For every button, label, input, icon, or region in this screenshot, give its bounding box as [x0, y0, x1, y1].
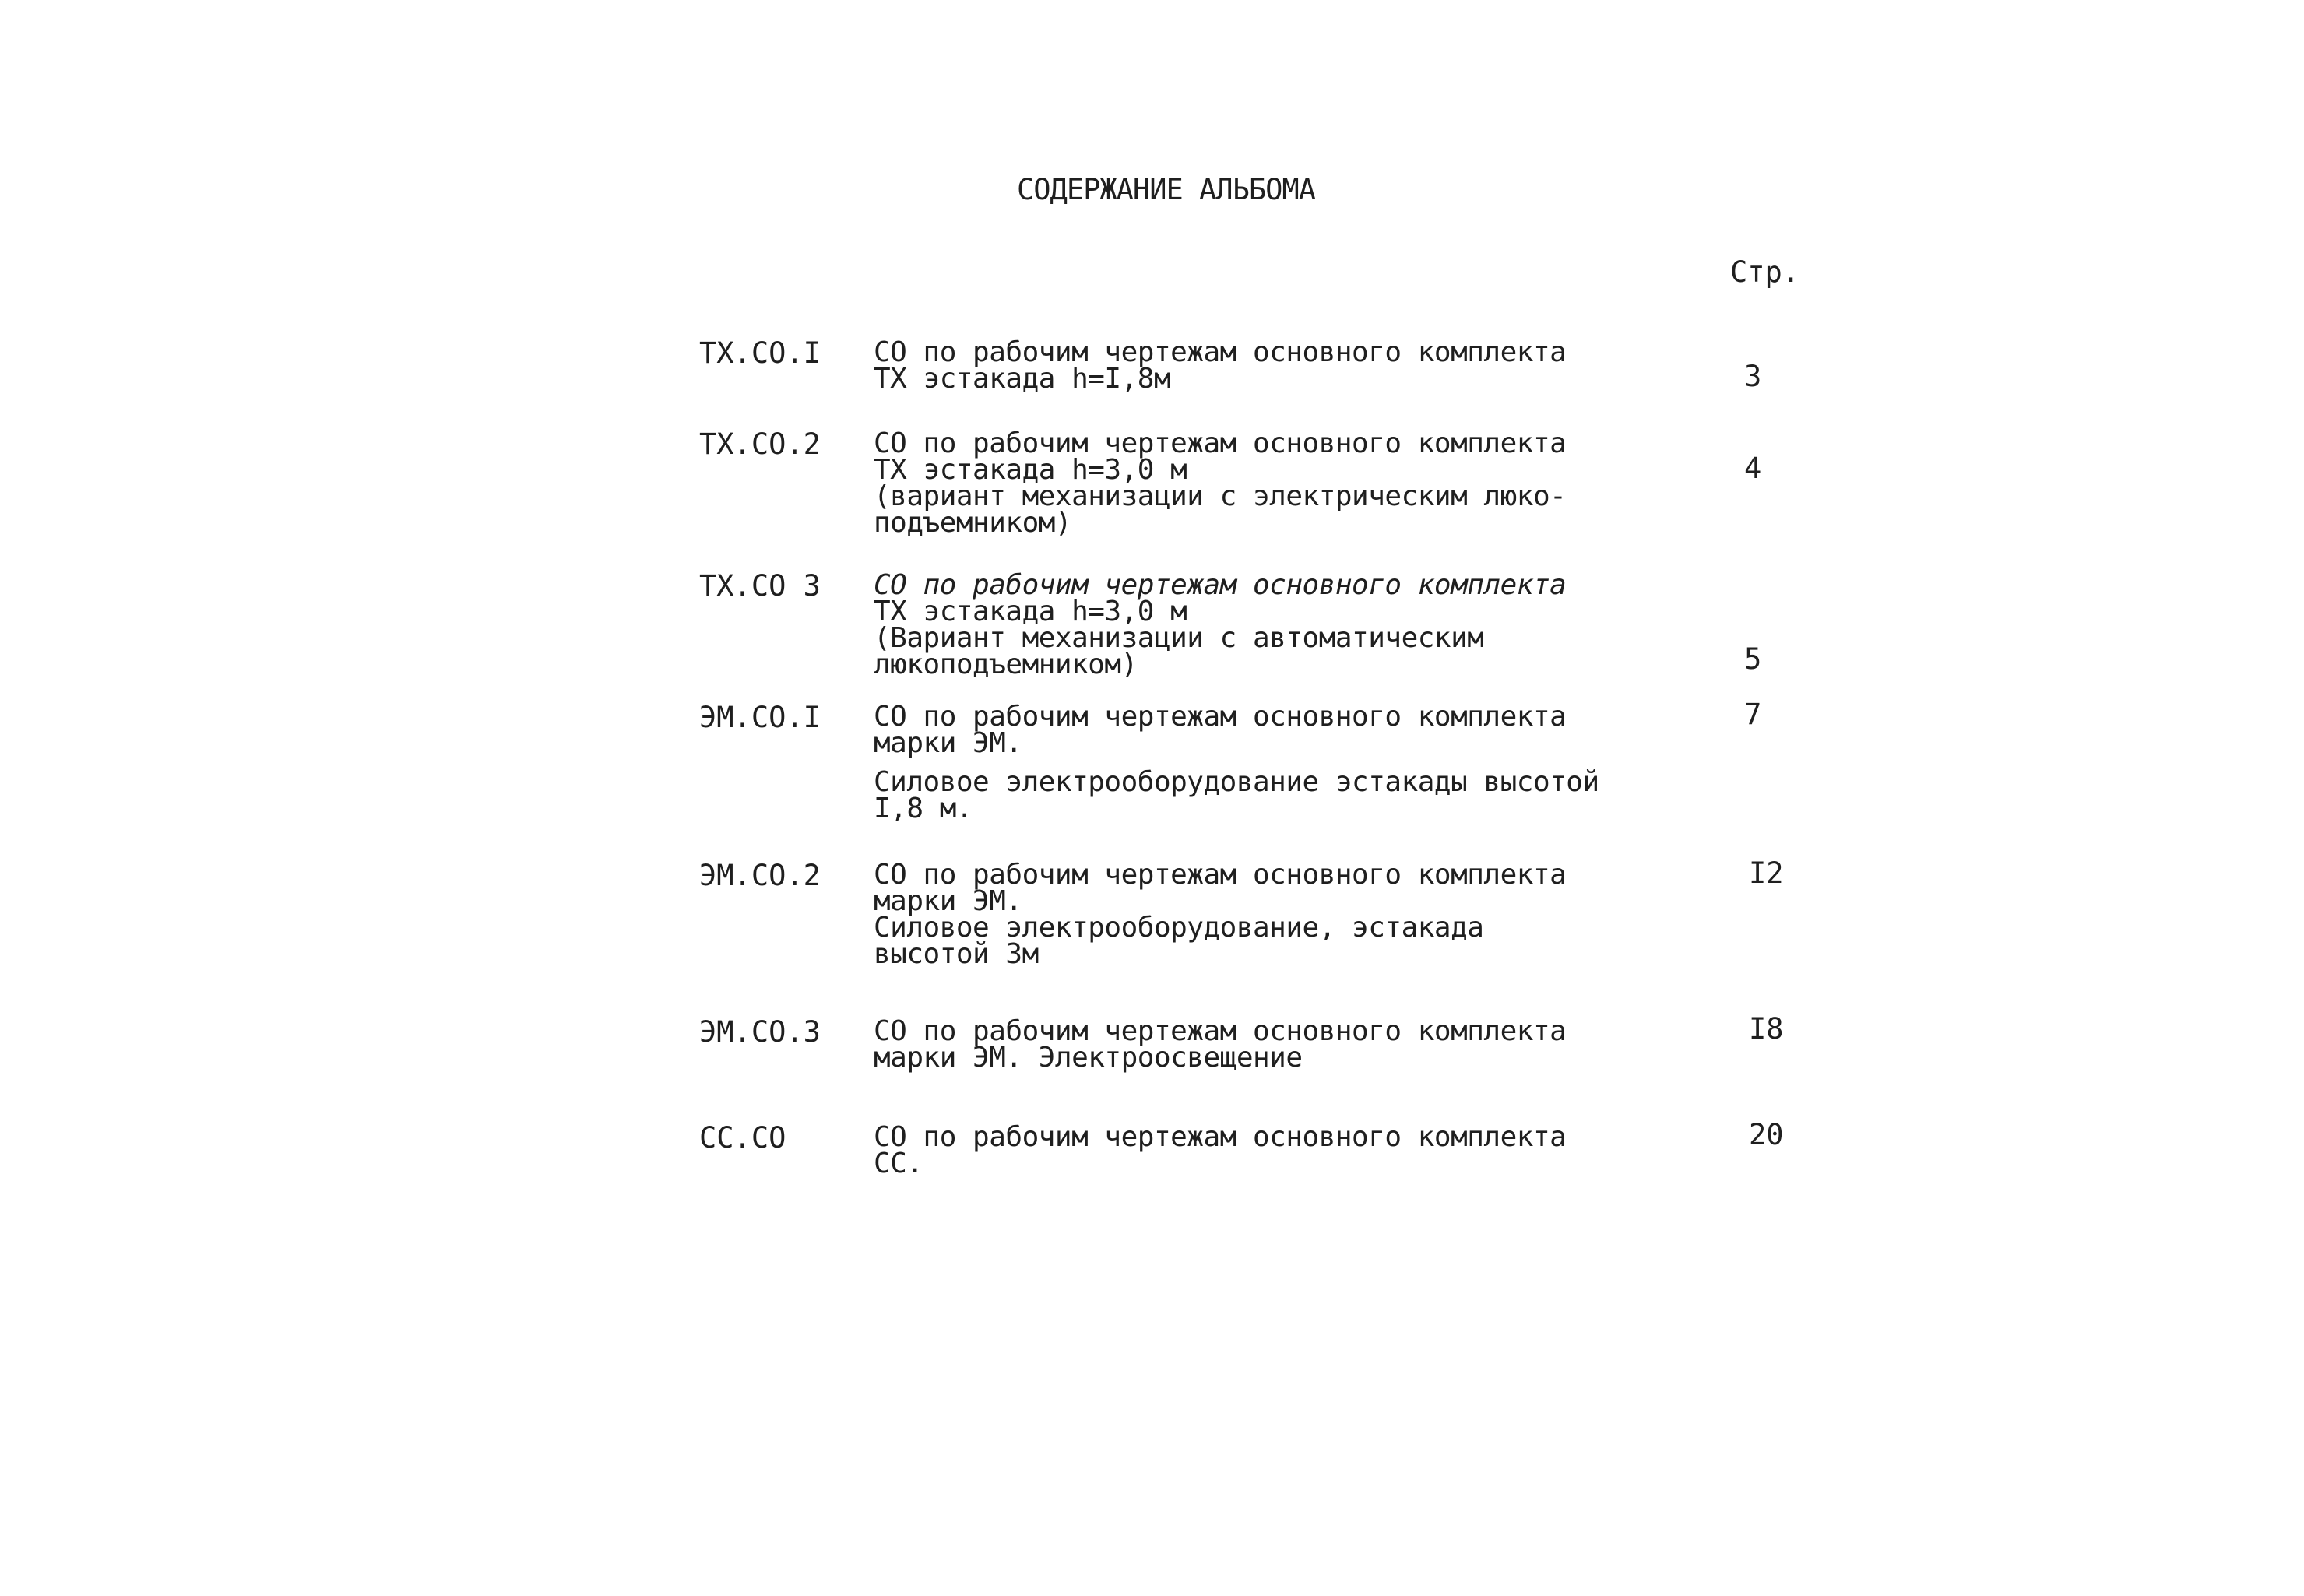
- entry-line: СО по рабочим чертежам основного комплекта: [874, 1015, 1567, 1047]
- entry-line: СО по рабочим чертежам основного комплекта: [874, 1121, 1567, 1153]
- entry-line: ТХ эстакада h=3,0 м: [874, 454, 1187, 486]
- entry-line: марки ЭМ.: [874, 885, 1022, 917]
- entry-line: марки ЭМ. Электроосвещение: [874, 1042, 1303, 1074]
- entry-line: СО по рабочим чертежам основного комплекта: [874, 859, 1567, 891]
- entry-line: высотой 3м: [874, 938, 1039, 970]
- entry-description: [874, 336, 1567, 395]
- entry-page-number: I8: [1749, 1012, 1784, 1046]
- entry-code: ЭМ.СО.3: [699, 1015, 821, 1049]
- entry-code: СС.СО: [699, 1121, 786, 1155]
- entry-code: ЭМ.СО.I: [699, 701, 821, 734]
- entry-description: [874, 859, 1567, 970]
- entry-line: СО по рабочим чертежам основного комплекта: [874, 336, 1567, 368]
- entry-description: [874, 701, 1599, 824]
- entry-page-number: 4: [1744, 452, 1762, 485]
- entry-line: Силовое электрооборудование эстакады высотой: [874, 766, 1599, 798]
- entry-code: ТХ.СО.I: [699, 336, 821, 370]
- entry-code: ТХ.СО 3: [699, 569, 821, 603]
- entry-line: марки ЭМ.: [874, 727, 1022, 759]
- entry-line: ТХ эстакада h=3,0 м: [874, 596, 1187, 628]
- entry-page-number: 7: [1744, 698, 1762, 731]
- entry-line: СС.: [874, 1148, 923, 1179]
- entry-line: I,8 м.: [874, 793, 973, 824]
- entry-page-number: 5: [1744, 642, 1762, 676]
- entry-line: люкоподъемником): [874, 649, 1138, 680]
- entry-line: СО по рабочим чертежам основного комплекта: [874, 701, 1567, 733]
- entry-line: СО по рабочим чертежам основного комплекта: [874, 427, 1567, 459]
- entry-code: ЭМ.СО.2: [699, 859, 821, 892]
- entry-line: (вариант механизации с электрическим люко-: [874, 480, 1567, 512]
- entry-description: [874, 427, 1567, 539]
- entry-page-number: I2: [1749, 856, 1784, 890]
- entry-line: Силовое электрооборудование, эстакада: [874, 912, 1484, 944]
- page-column-header: Стр.: [1730, 255, 1800, 289]
- entry-description: [874, 1121, 1567, 1179]
- entry-description: [874, 569, 1567, 680]
- entry-code: ТХ.СО.2: [699, 427, 821, 461]
- entry-line: СО по рабочим чертежам основного комплекта: [874, 569, 1567, 601]
- entry-description: [874, 1015, 1567, 1074]
- document-title: СОДЕРЖАНИЕ АЛЬБОМА: [1017, 173, 1315, 206]
- entry-line: подъемником): [874, 507, 1072, 539]
- entry-page-number: 20: [1749, 1118, 1784, 1151]
- entry-line: ТХ эстакада h=I,8м: [874, 363, 1171, 395]
- entry-line: (Вариант механизации с автоматическим: [874, 622, 1484, 654]
- entry-page-number: 3: [1744, 360, 1762, 393]
